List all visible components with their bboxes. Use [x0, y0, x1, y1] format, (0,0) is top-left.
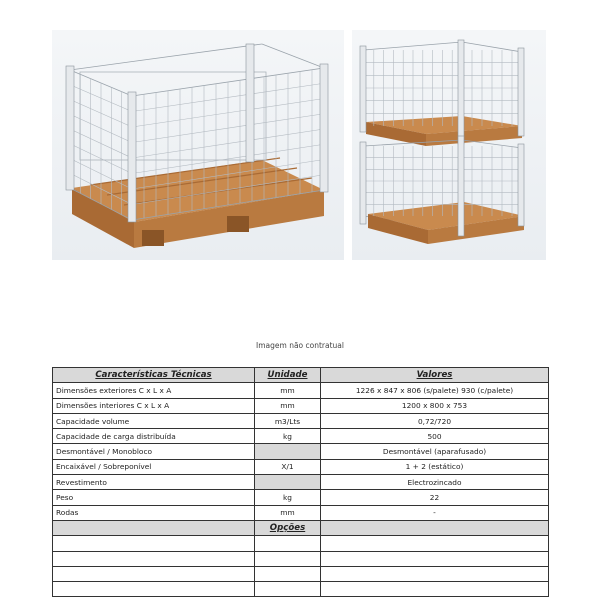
header-unit: Unidade	[255, 368, 321, 383]
options-cell	[53, 536, 255, 551]
table-row	[53, 490, 549, 505]
row-label: Dimensões interiores C x L x A	[53, 398, 255, 413]
options-header-left	[53, 520, 255, 535]
header-characteristics: Características Técnicas	[53, 368, 255, 383]
row-value: -	[321, 505, 549, 520]
header-values: Valores	[321, 368, 549, 383]
options-header: Opções	[255, 520, 321, 535]
row-value: 1226 x 847 x 806 (s/palete) 930 (c/palete)	[321, 383, 549, 398]
options-cell	[255, 582, 321, 597]
row-label: Dimensões exteriores C x L x A	[53, 383, 255, 398]
options-row	[53, 582, 549, 597]
row-label: Desmontável / Monobloco	[53, 444, 255, 459]
row-value: 1200 x 800 x 753	[321, 398, 549, 413]
options-header-row	[53, 520, 549, 535]
options-cell	[53, 566, 255, 581]
image-caption: Imagem não contratual	[256, 341, 344, 350]
technical-specs-table	[52, 367, 549, 597]
row-label: Capacidade de carga distribuída	[53, 429, 255, 444]
row-label: Peso	[53, 490, 255, 505]
row-unit: kg	[255, 429, 321, 444]
row-unit	[255, 444, 321, 459]
table-row	[53, 413, 549, 428]
row-value: 22	[321, 490, 549, 505]
options-header-right	[321, 520, 549, 535]
row-value: Desmontável (aparafusado)	[321, 444, 549, 459]
table-row	[53, 475, 549, 490]
options-cell	[255, 566, 321, 581]
row-unit	[255, 475, 321, 490]
options-row	[53, 536, 549, 551]
options-cell	[255, 536, 321, 551]
options-cell	[53, 582, 255, 597]
row-unit: mm	[255, 398, 321, 413]
row-unit: X/1	[255, 459, 321, 474]
row-unit: m3/Lts	[255, 413, 321, 428]
options-cell	[321, 566, 549, 581]
options-cell	[321, 582, 549, 597]
row-value: 1 + 2 (estático)	[321, 459, 549, 474]
table-row	[53, 398, 549, 413]
row-value: Electrozincado	[321, 475, 549, 490]
pallet-cage-photo	[52, 30, 344, 260]
row-value: 0,72/720	[321, 413, 549, 428]
table-row	[53, 444, 549, 459]
row-unit: kg	[255, 490, 321, 505]
table-row	[53, 383, 549, 398]
options-cell	[321, 536, 549, 551]
stacked-cages-drawing	[352, 30, 546, 260]
options-row	[53, 566, 549, 581]
options-cell	[321, 551, 549, 566]
row-unit: mm	[255, 505, 321, 520]
stacked-cages-photo	[352, 30, 546, 260]
options-cell	[53, 551, 255, 566]
options-cell	[255, 551, 321, 566]
table-row	[53, 459, 549, 474]
table-header-row	[53, 368, 549, 383]
table-row	[53, 505, 549, 520]
row-label: Capacidade volume	[53, 413, 255, 428]
row-value: 500	[321, 429, 549, 444]
row-unit: mm	[255, 383, 321, 398]
row-label: Revestimento	[53, 475, 255, 490]
row-label: Encaixável / Sobreponível	[53, 459, 255, 474]
pallet-cage-drawing	[52, 30, 344, 260]
row-label: Rodas	[53, 505, 255, 520]
options-row	[53, 551, 549, 566]
table-row	[53, 429, 549, 444]
